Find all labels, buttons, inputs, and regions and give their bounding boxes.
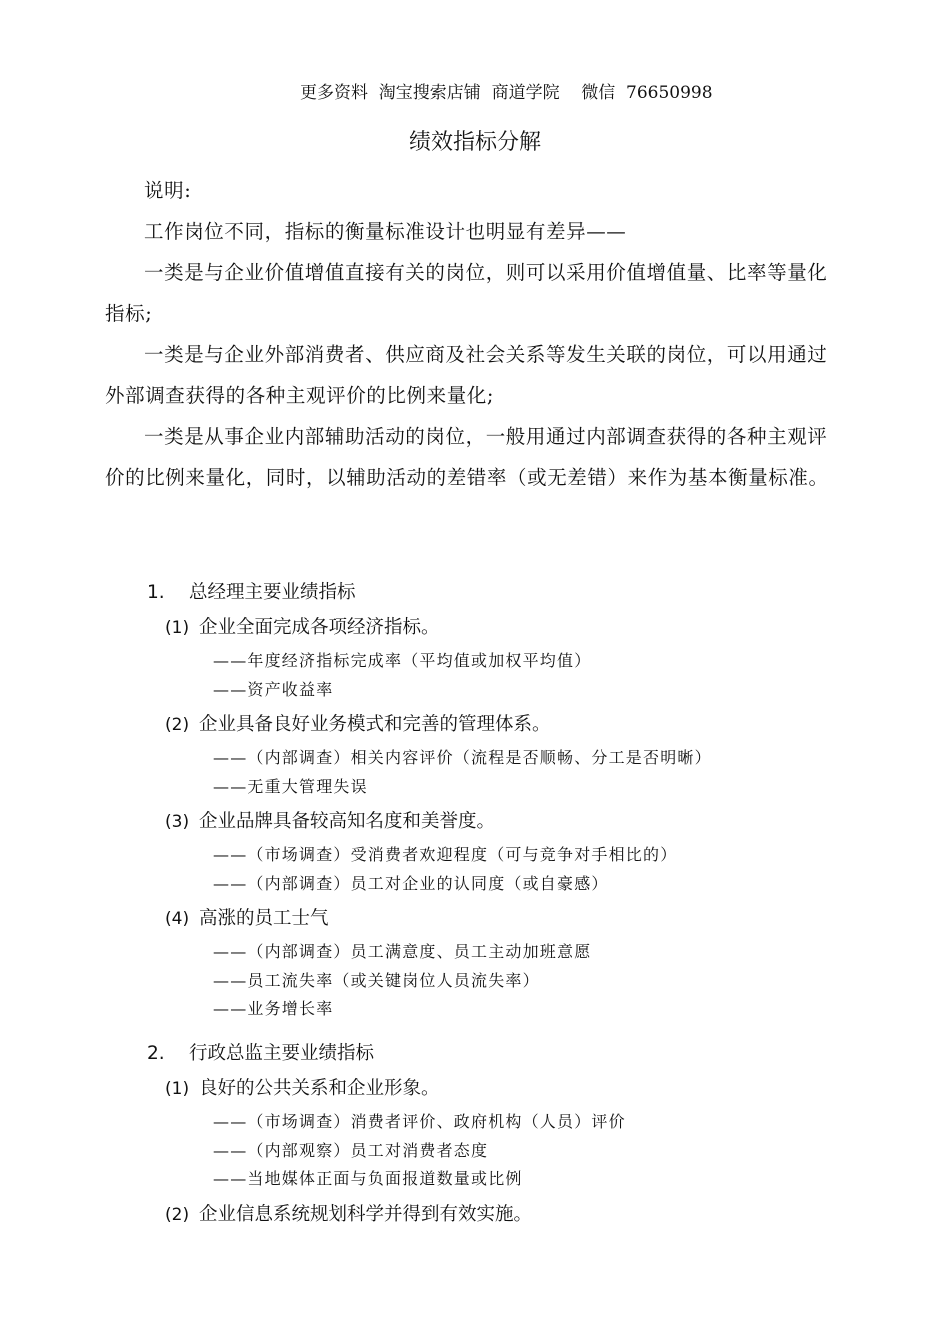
- metric-item: ——（市场调查）受消费者欢迎程度（可与竞争对手相比的）: [213, 845, 678, 864]
- goal-text: 企业全面完成各项经济指标。: [199, 617, 440, 638]
- goal-number: (2): [165, 715, 190, 735]
- goal-text: 良好的公共关系和企业形象。: [199, 1078, 440, 1099]
- goal-item: [105, 611, 847, 645]
- section-title: 总经理主要业绩指标: [189, 582, 356, 603]
- goal-item: [105, 1072, 847, 1106]
- intro-paragraph: 一类是从事企业内部辅助活动的岗位，一般用通过内部调查获得的各种主观评价的比例来量化，同时，以辅助活动的差错率（或无差错）来作为基本衡量标准。: [105, 425, 829, 489]
- metric-list: [105, 1106, 847, 1198]
- section-heading: [105, 575, 847, 611]
- goal-text: 企业品牌具备较高知名度和美誉度。: [199, 811, 496, 832]
- metric-item: ——（市场调查）消费者评价、政府机构（人员）评价: [213, 1112, 626, 1131]
- metric-item: ——员工流失率（或关键岗位人员流失率）: [213, 970, 540, 990]
- intro-paragraph: 工作岗位不同，指标的衡量标准设计也明显有差异——: [144, 220, 627, 243]
- section-general-manager: [105, 575, 847, 1028]
- metric-item: ——无重大管理失误: [213, 776, 368, 796]
- intro-block: [105, 170, 847, 498]
- metric-list: [105, 645, 847, 708]
- goal-text: 企业具备良好业务模式和完善的管理体系。: [199, 714, 551, 735]
- goal-item: [105, 1198, 847, 1232]
- section-title: 行政总监主要业绩指标: [189, 1043, 375, 1064]
- goal-item: [105, 805, 847, 839]
- goal-item: [105, 708, 847, 742]
- metric-item: ——（内部调查）员工对企业的认同度（或自豪感）: [213, 873, 609, 893]
- goal-text: 高涨的员工士气: [199, 908, 329, 929]
- intro-paragraph: 一类是与企业外部消费者、供应商及社会关系等发生关联的岗位，可以用通过外部调查获得的各种主观评价的比例来量化;: [105, 343, 828, 407]
- intro-label: 说明:: [144, 179, 192, 202]
- goal-number: (1): [165, 618, 190, 638]
- metric-item: ——年度经济指标完成率（平均值或加权平均值）: [213, 651, 592, 670]
- section-admin-director: [105, 1036, 847, 1232]
- metric-item: ——当地媒体正面与负面报道数量或比例: [213, 1169, 523, 1188]
- metric-list: [105, 936, 847, 1028]
- goal-number: (1): [165, 1079, 190, 1099]
- metric-list: [105, 839, 847, 902]
- metric-item: ——（内部调查）员工满意度、员工主动加班意愿: [213, 942, 592, 961]
- metric-item: ——（内部调查）相关内容评价（流程是否顺畅、分工是否明晰）: [213, 748, 712, 767]
- metric-item: ——业务增长率: [213, 999, 334, 1018]
- goal-text: 企业信息系统规划科学并得到有效实施。: [199, 1203, 533, 1225]
- metric-item: ——（内部观察）员工对消费者态度: [213, 1140, 489, 1160]
- metric-item: ——资产收益率: [213, 679, 334, 699]
- goal-number: (3): [165, 812, 190, 832]
- intro-paragraph: 一类是与企业价值增值直接有关的岗位，则可以采用价值增值量、比率等量化指标;: [105, 261, 828, 325]
- metric-list: [105, 742, 847, 805]
- goal-number: (4): [165, 909, 190, 929]
- goal-number: (2): [165, 1204, 190, 1225]
- document-title: 绩效指标分解: [408, 130, 541, 155]
- header-note: 更多资料 淘宝搜索店铺 商道学院 微信 76650998: [300, 83, 713, 103]
- section-heading: [105, 1036, 847, 1072]
- section-number: 2.: [147, 1043, 165, 1064]
- section-number: 1.: [147, 582, 165, 603]
- goal-item: [105, 902, 847, 936]
